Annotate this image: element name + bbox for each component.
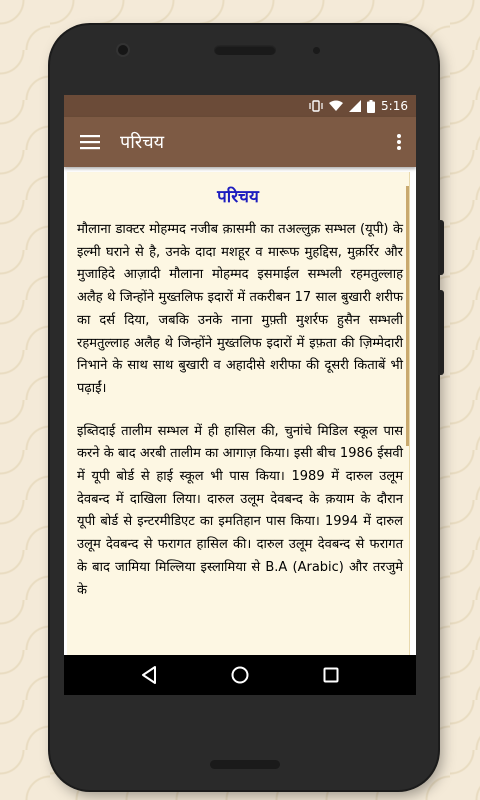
wifi-icon: [329, 100, 343, 112]
status-bar: [64, 95, 416, 117]
proximity-sensor: [313, 47, 320, 54]
phone-screen: [64, 95, 416, 695]
app-bar-title: परिचय: [120, 132, 165, 153]
earpiece-speaker: [214, 45, 276, 55]
article-paragraph: मौलाना डाक्टर मोहम्मद नजीब क़ासमी का तअल्लुक़ सम्भल (यूपी) के इल्मी घराने से है, उनके दादा मशहूर व मारूफ मुहद्दिस, मुक़र्रिर और मुजाहिदे आज़ादी मौलाना मोहम्मद इसमाईल सम्भली रहमतुल्लाह अलैह थे जिन्होंने मुख्तलिफ इदारों में तकरीबन 17 साल बुखारी शरीफ का दर्स दिया, जबकि उनके नाना मुफ़्ती मुशर्रफ हुसैन सम्भली रहमतुल्लाह अलैह थे जिन्होंने मुख्तलिफ इदारों में इफ़ता की ज़िम्मेदारी निभाने के साथ साथ बुखारी व अहादीसे शरीफा की दूसरी किताबें भी पढ़ाईं।: [77, 222, 403, 396]
home-circle-icon[interactable]: [220, 655, 260, 695]
front-camera: [118, 45, 128, 55]
back-triangle-icon[interactable]: [129, 655, 169, 695]
article-heading: परिचय: [217, 187, 259, 207]
scrollbar-thumb[interactable]: [406, 186, 409, 446]
app-bar: [64, 117, 416, 167]
more-vert-icon[interactable]: [382, 117, 416, 167]
article-panel[interactable]: [67, 172, 410, 655]
status-time: 5:16: [381, 99, 408, 113]
bottom-speaker: [210, 760, 280, 769]
hamburger-menu-icon[interactable]: [64, 117, 116, 167]
recents-square-icon[interactable]: [311, 655, 351, 695]
battery-icon: [367, 100, 375, 113]
article-paragraph: इब्तिदाई तालीम सम्भल में ही हासिल की, चुनांचे मिडिल स्कूल पास करने के बाद अरबी तालीम का आगाज़ किया। इसी बीच 1986 ईसवी में यूपी बोर्ड से हाई स्कूल भी पास किया। 1989 में दारुल उलूम देवबन्द में दाखिला लिया। दारुल उलूम देवबन्द के क़याम के दौरान यूपी बोर्ड से इन्टरमीडिएट का इमतिहान पास किया। 1994 में दारुल उलूम देवबन्द से फरागत हासिल की। दारुल उलूम देवबन्द से फरागत के बाद जामिया मिल्लिया इस्लामिया से B.A (Arabic) और तरजुमे के: [77, 423, 403, 598]
vibrate-icon: [309, 100, 323, 112]
signal-icon: [349, 100, 361, 112]
system-nav-bar: [64, 655, 416, 695]
content-area[interactable]: [64, 167, 416, 655]
